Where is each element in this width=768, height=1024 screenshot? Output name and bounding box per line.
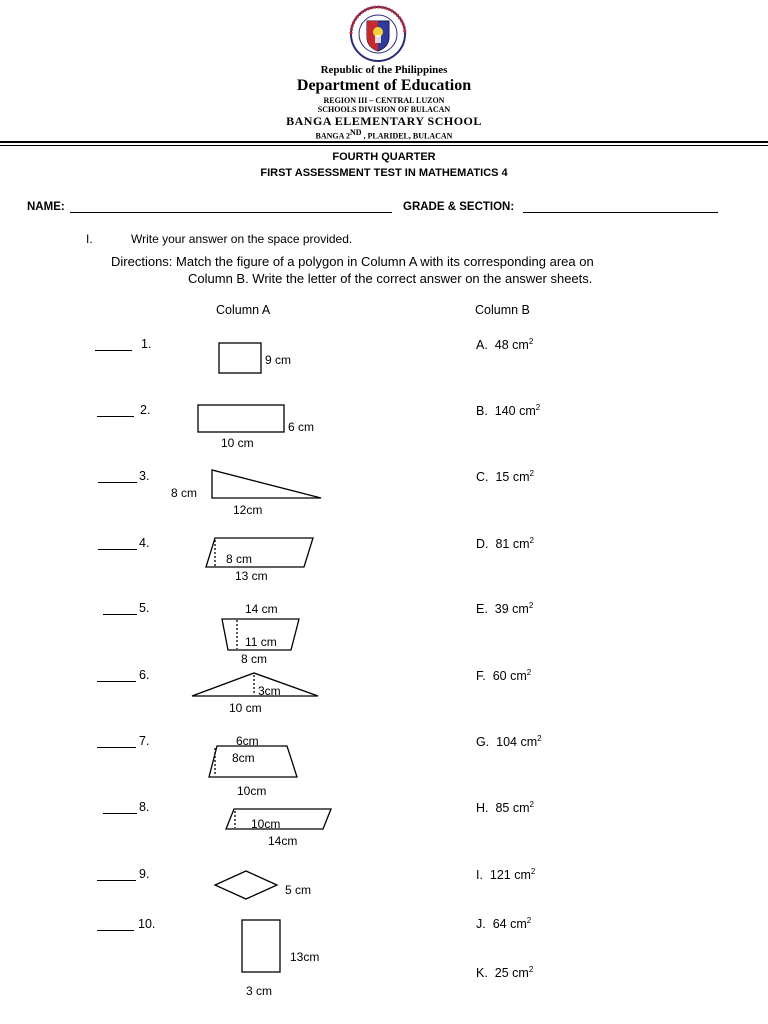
grade-section-label: GRADE & SECTION: [403,201,515,213]
item-number: 6. [139,668,150,682]
item-number: 9. [139,867,150,881]
figure-label: 13cm [290,950,320,964]
choice-i: I. 121 $cm^2$ [476,867,536,883]
figure-label: 14cm [268,834,298,848]
part-numeral: I. [86,232,93,246]
rectangle-figure [198,405,284,432]
test-title: FIRST ASSESSMENT TEST IN MATHEMATICS 4 [260,167,508,179]
item-number: 3. [139,469,150,483]
choice-k: K. 25 $cm^2$ [476,965,534,981]
figure-label: 10cm [237,784,267,798]
triangle-figure-6 [192,673,318,696]
figure-label: 6 cm [288,420,315,434]
figure-label: 13 cm [235,569,268,583]
figure-label: 9 cm [265,353,292,367]
figure-label: 8 cm [171,486,198,500]
rhombus-figure [215,871,277,899]
item-number: 10. [138,917,156,931]
figure-label: 10 cm [229,701,262,715]
figure-label: 10cm [251,817,281,831]
choice-d: D. 81 $cm^2$ [476,536,534,552]
item-number: 7. [139,734,150,748]
figure-label: 11 cm [245,635,277,649]
column-a-heading: Column A [216,303,271,317]
choice-g: G. 104 $cm^2$ [476,734,542,750]
choice-e: E. 39 $cm^2$ [476,601,534,617]
directions-line-1: Directions: Match the figure of a polygon in Column A with its corresponding area on [111,254,594,269]
right-triangle-figure [212,470,321,498]
name-label: NAME: [27,201,65,213]
division-heading: SCHOOLS DIVISION OF BULACAN [317,105,451,114]
figure-label: 6cm [236,734,259,748]
figure-label: 8 cm [241,652,268,666]
department-heading: Department of Education [296,77,472,94]
figure-label: 12cm [233,503,263,517]
square-figure [219,343,261,373]
region-heading: REGION III – CENTRAL LUZON [323,96,445,105]
figure-label: 14 cm [245,602,278,616]
item-number: 8. [139,800,150,814]
figure-label: 10 cm [221,436,254,450]
rectangle-figure-10 [242,920,280,972]
instruction-text: Write your answer on the space provided. [131,232,353,246]
directions-line-2: Column B. Write the letter of the correct answer on the answer sheets. [188,271,593,286]
figure-label: 8cm [232,751,255,765]
item-number: 4. [139,536,150,550]
figure-label: 8 cm [226,552,253,566]
school-address: BANGA 2ND , PLARIDEL, BULACAN [315,128,453,141]
choice-f: F. 60 $cm^2$ [476,668,532,684]
figure-label: 3cm [258,684,281,698]
quarter-heading: FOURTH QUARTER [332,151,436,163]
figure-label: 3 cm [246,984,273,998]
item-number: 5. [139,601,150,615]
choice-j: J. 64 $cm^2$ [476,916,532,932]
choice-h: H. 85 $cm^2$ [476,800,534,816]
item-number: 1. [141,337,152,351]
item-number: 2. [140,403,151,417]
parallelogram-figure-4 [206,538,313,567]
school-name: BANGA ELEMENTARY SCHOOL [286,114,482,128]
figure-label: 5 cm [285,883,312,897]
choice-b: B. 140 $cm^2$ [476,403,541,419]
choice-a: A. 48 $cm^2$ [476,337,534,353]
choice-c: C. 15 $cm^2$ [476,469,534,485]
republic-heading: Republic of the Philippines [320,64,448,76]
column-b-heading: Column B [475,303,530,317]
